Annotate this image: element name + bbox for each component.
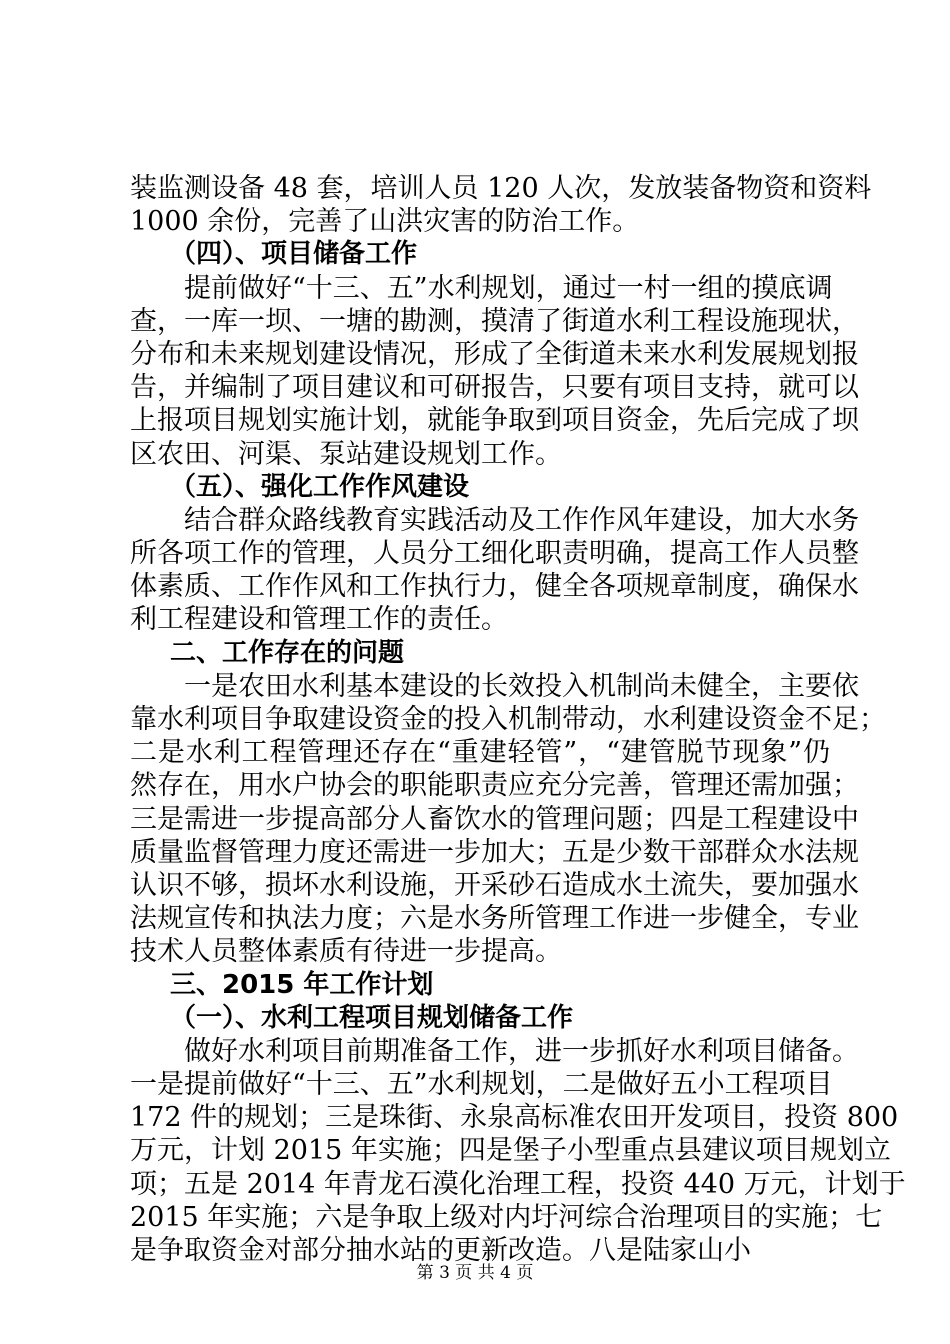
body-text-line: 查，一库一坝、一塘的勘测，摸清了街道水利工程设施现状， (130, 305, 859, 337)
body-text-line: 利工程建设和管理工作的责任。 (130, 604, 508, 636)
document-body (130, 172, 906, 1267)
section-heading: （五）、强化工作作风建设 (170, 471, 470, 502)
section-heading: （四）、项目储备工作 (170, 239, 418, 270)
body-text-line: 2015 年实施；六是争取上级对内圩河综合治理项目的实施；七 (130, 1201, 883, 1233)
body-text-line: 做好水利项目前期准备工作，进一步抓好水利项目储备。 (130, 1035, 859, 1067)
body-text-line: 1000 余份，完善了山洪灾害的防治工作。 (130, 206, 640, 238)
section-heading: （一）、水利工程项目规划储备工作 (170, 1002, 574, 1033)
body-text-line: 所各项工作的管理，人员分工细化职责明确，提高工作人员整 (130, 538, 859, 570)
body-text-line: 结合群众路线教育实践活动及工作作风年建设，加大水务 (130, 504, 859, 536)
body-text-line: 靠水利项目争取建设资金的投入机制带动，水利建设资金不足； (130, 704, 886, 735)
body-text-line: 告，并编制了项目建议和可研报告，只要有项目支持，就可以 (130, 372, 859, 404)
body-text-line: 认识不够，损坏水利设施，开采砂石造成水土流失，要加强水 (130, 869, 859, 901)
section-heading: 二、工作存在的问题 (170, 637, 405, 668)
body-text-line: 一是农田水利基本建设的长效投入机制尚未健全，主要依 (130, 670, 859, 702)
body-text-line: 体素质、工作作风和工作执行力，健全各项规章制度，确保水 (130, 571, 859, 603)
body-text-line: 区农田、河渠、泵站建设规划工作。 (130, 438, 562, 470)
body-text-line: 法规宣传和执法力度；六是水务所管理工作进一步健全，专业 (130, 903, 859, 935)
body-text-line: 然存在，用水户协会的职能职责应充分完善，管理还需加强； (130, 770, 859, 802)
body-text-line: 项；五是 2014 年青龙石漠化治理工程，投资 440 万元，计划于 (130, 1168, 906, 1200)
body-text-line: 是争取资金对部分抽水站的更新改造。八是陆家山小 (130, 1235, 751, 1266)
body-text-line: 分布和未来规划建设情况，形成了全街道未来水利发展规划报 (130, 338, 859, 370)
body-text-line: 三是需进一步提高部分人畜饮水的管理问题；四是工程建设中 (130, 803, 859, 835)
body-text-line: 一是提前做好“十三、五”水利规划，二是做好五小工程项目 (130, 1069, 833, 1101)
body-text-line: 技术人员整体素质有待进一步提高。 (130, 936, 562, 968)
section-heading: 三、2015 年工作计划 (170, 969, 434, 1000)
body-text-line: 万元，计划 2015 年实施；四是堡子小型重点县建议项目规划立 (130, 1135, 891, 1167)
body-text-line: 172 件的规划；三是珠街、永泉高标准农田开发项目，投资 800 (130, 1102, 899, 1134)
page-footer: 第 3 页 共 4 页 (416, 1263, 534, 1283)
body-text-line: 提前做好“十三、五”水利规划，通过一村一组的摸底调 (130, 272, 833, 304)
body-text-line: 二是水利工程管理还存在“重建轻管”，“建管脱节现象”仍 (130, 737, 830, 769)
body-text-line: 装监测设备 48 套，培训人员 120 人次，发放装备物资和资料 (130, 173, 872, 204)
body-text-line: 上报项目规划实施计划，就能争取到项目资金，先后完成了坝 (130, 405, 859, 437)
body-text-line: 质量监督管理力度还需进一步加大；五是少数干部群众水法规 (130, 836, 859, 868)
